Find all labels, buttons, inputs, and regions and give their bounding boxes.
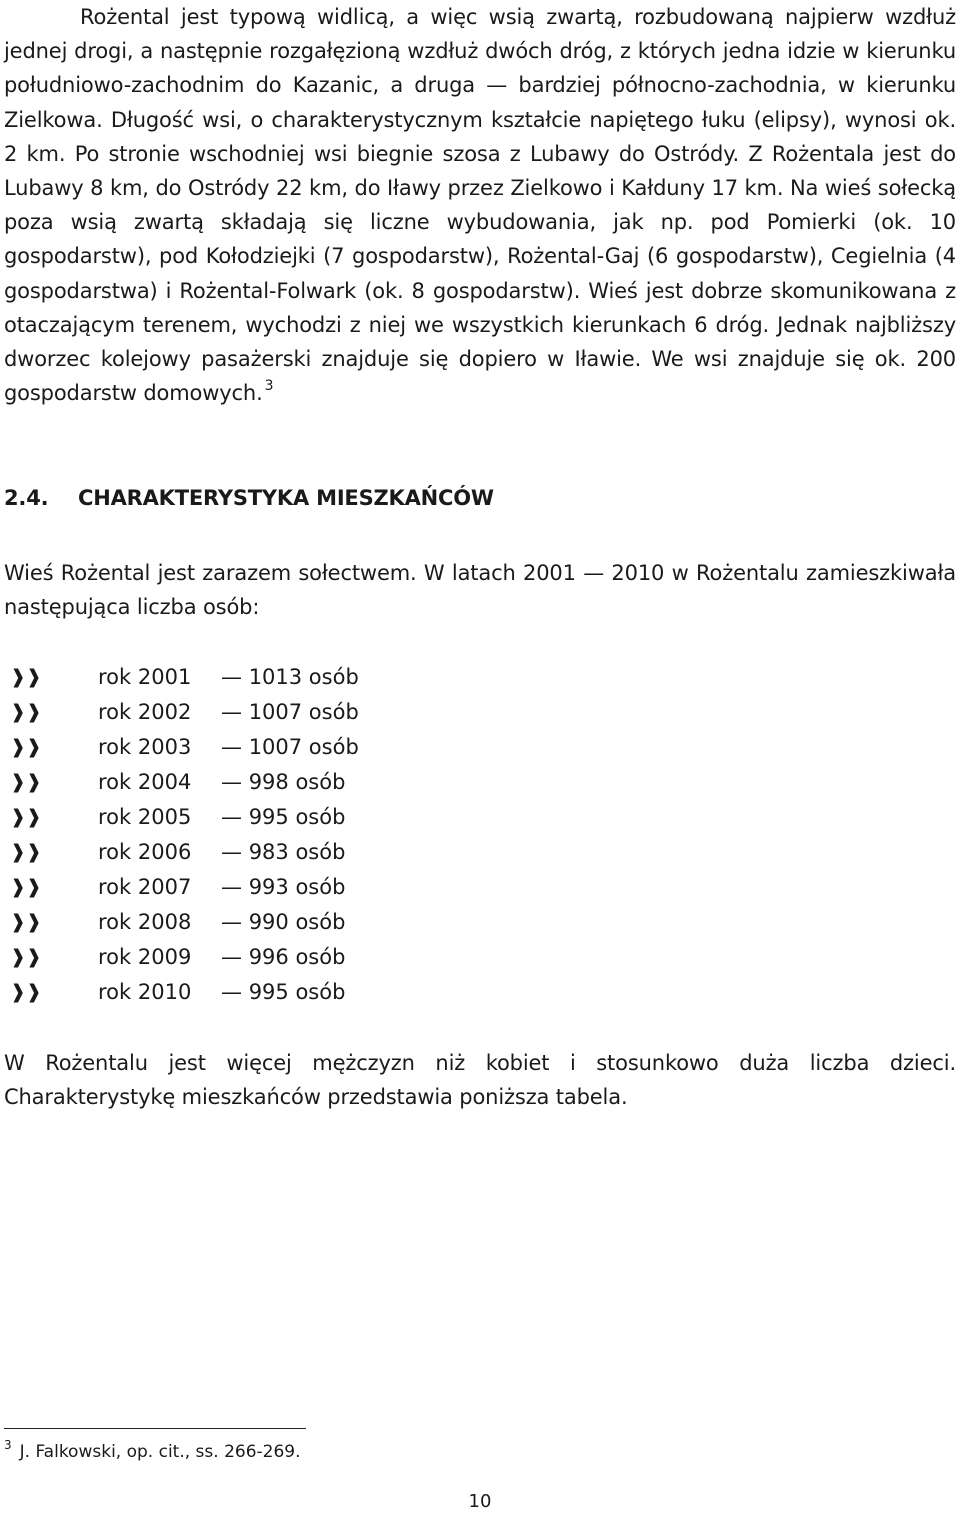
- population-count: [221, 660, 359, 695]
- population-count-value: 1013 osób: [248, 665, 359, 689]
- dash-separator: —: [221, 770, 242, 794]
- population-count: [221, 870, 345, 905]
- intro-paragraph-text: Rożental jest typową widlicą, a więc wsią zwartą, rozbudowaną najpierw wzdłuż jednej drogi, a następnie rozgałęzioną wzdłuż dwóch dróg, z których jedna idzie w kierunku południowo-zachodnim do Kazanic, a druga — bardziej północno-zachodnia, w kierunku Zielkowa. Długość wsi, o charakterystycznym kształcie napiętego łuku (elipsy), wynosi ok. 2 km. Po stronie wschodniej wsi biegnie szosa z Lubawy do Ostródy. Z Rożentala jest do Lubawy 8 km, do Ostródy 22 km, do Iławy przez Zielkowo i Kałduny 17 km. Na wieś sołecką poza wsią zwartą składają się liczne wybudowania, jak np. pod Pomierki (ok. 10 gospodarstw), pod Kołodziejki (7 gospodarstw), Rożental-Gaj (6 gospodarstw), Cegielnia (4 gospodarstwa) i Rożental-Folwark (ok. 8 gospodarstw). Wieś jest dobrze skomunikowana z otaczającym terenem, wychodzi z niej we wszystkich kierunkach 6 dróg. Jednak najbliższy dworzec kolejowy pasażerski znajduje się dopiero w Iławie. We wsi znajduje się ok. 200 gospodarstw domowych.: [4, 5, 956, 406]
- dash-separator: —: [221, 840, 242, 864]
- population-year: rok 2005: [98, 805, 192, 829]
- intro-paragraph: [4, 0, 956, 413]
- footnote-separator: [4, 1428, 306, 1429]
- population-count-value: 996 osób: [248, 945, 346, 969]
- population-year: rok 2008: [98, 910, 192, 934]
- dash-separator: —: [221, 910, 242, 934]
- footnote: [4, 1440, 301, 1465]
- population-count-value: 998 osób: [248, 770, 346, 794]
- population-year: rok 2006: [98, 840, 192, 864]
- page-number: 10: [468, 1491, 492, 1512]
- population-year: rok 2010: [98, 980, 192, 1004]
- bullet-icon: ❱❱: [10, 736, 42, 758]
- population-year: rok 2002: [98, 700, 192, 724]
- population-count: [221, 940, 345, 975]
- population-count: [221, 765, 345, 800]
- bullet-icon: ❱❱: [10, 771, 42, 793]
- population-count: [221, 730, 359, 765]
- bullet-icon: ❱❱: [10, 876, 42, 898]
- population-year: rok 2009: [98, 945, 192, 969]
- population-year: rok 2004: [98, 770, 192, 794]
- population-count: [221, 800, 345, 835]
- footnote-text: J. Falkowski, op. cit., ss. 266-269.: [19, 1442, 301, 1462]
- population-count-value: 1007 osób: [248, 735, 359, 759]
- dash-separator: —: [221, 665, 242, 689]
- footnote-number: 3: [4, 1438, 12, 1452]
- bullet-icon: ❱❱: [10, 806, 42, 828]
- population-count-value: 983 osób: [248, 840, 346, 864]
- dash-separator: —: [221, 980, 242, 1004]
- dash-separator: —: [221, 805, 242, 829]
- dash-separator: —: [221, 700, 242, 724]
- population-count-value: 993 osób: [248, 875, 346, 899]
- population-count-value: 995 osób: [248, 980, 346, 1004]
- dash-separator: —: [221, 945, 242, 969]
- population-count-value: 995 osób: [248, 805, 346, 829]
- population-count: [221, 695, 359, 730]
- population-count-value: 1007 osób: [248, 700, 359, 724]
- bullet-icon: ❱❱: [10, 666, 42, 688]
- section-heading: [4, 486, 494, 510]
- bullet-icon: ❱❱: [10, 911, 42, 933]
- section-number: 2.4.: [4, 486, 49, 510]
- dash-separator: —: [221, 875, 242, 899]
- population-count: [221, 835, 345, 870]
- population-year: rok 2003: [98, 735, 192, 759]
- population-intro-paragraph: Wieś Rożental jest zarazem sołectwem. W latach 2001 — 2010 w Rożentalu zamieszkiwała następująca liczba osób:: [4, 561, 956, 620]
- summary-paragraph: W Rożentalu jest więcej mężczyzn niż kobiet i stosunkowo duża liczba dzieci. Charakterystykę mieszkańców przedstawia poniższa tabela.: [4, 1051, 956, 1110]
- bullet-icon: ❱❱: [10, 701, 42, 723]
- bullet-icon: ❱❱: [10, 981, 42, 1003]
- bullet-icon: ❱❱: [10, 946, 42, 968]
- section-title: CHARAKTERYSTYKA MIESZKAŃCÓW: [78, 486, 494, 510]
- population-count: [221, 905, 345, 940]
- bullet-icon: ❱❱: [10, 841, 42, 863]
- population-year: rok 2007: [98, 875, 192, 899]
- population-count: [221, 975, 345, 1010]
- footnote-reference: 3: [264, 378, 274, 395]
- population-year: rok 2001: [98, 665, 192, 689]
- dash-separator: —: [221, 735, 242, 759]
- population-count-value: 990 osób: [248, 910, 346, 934]
